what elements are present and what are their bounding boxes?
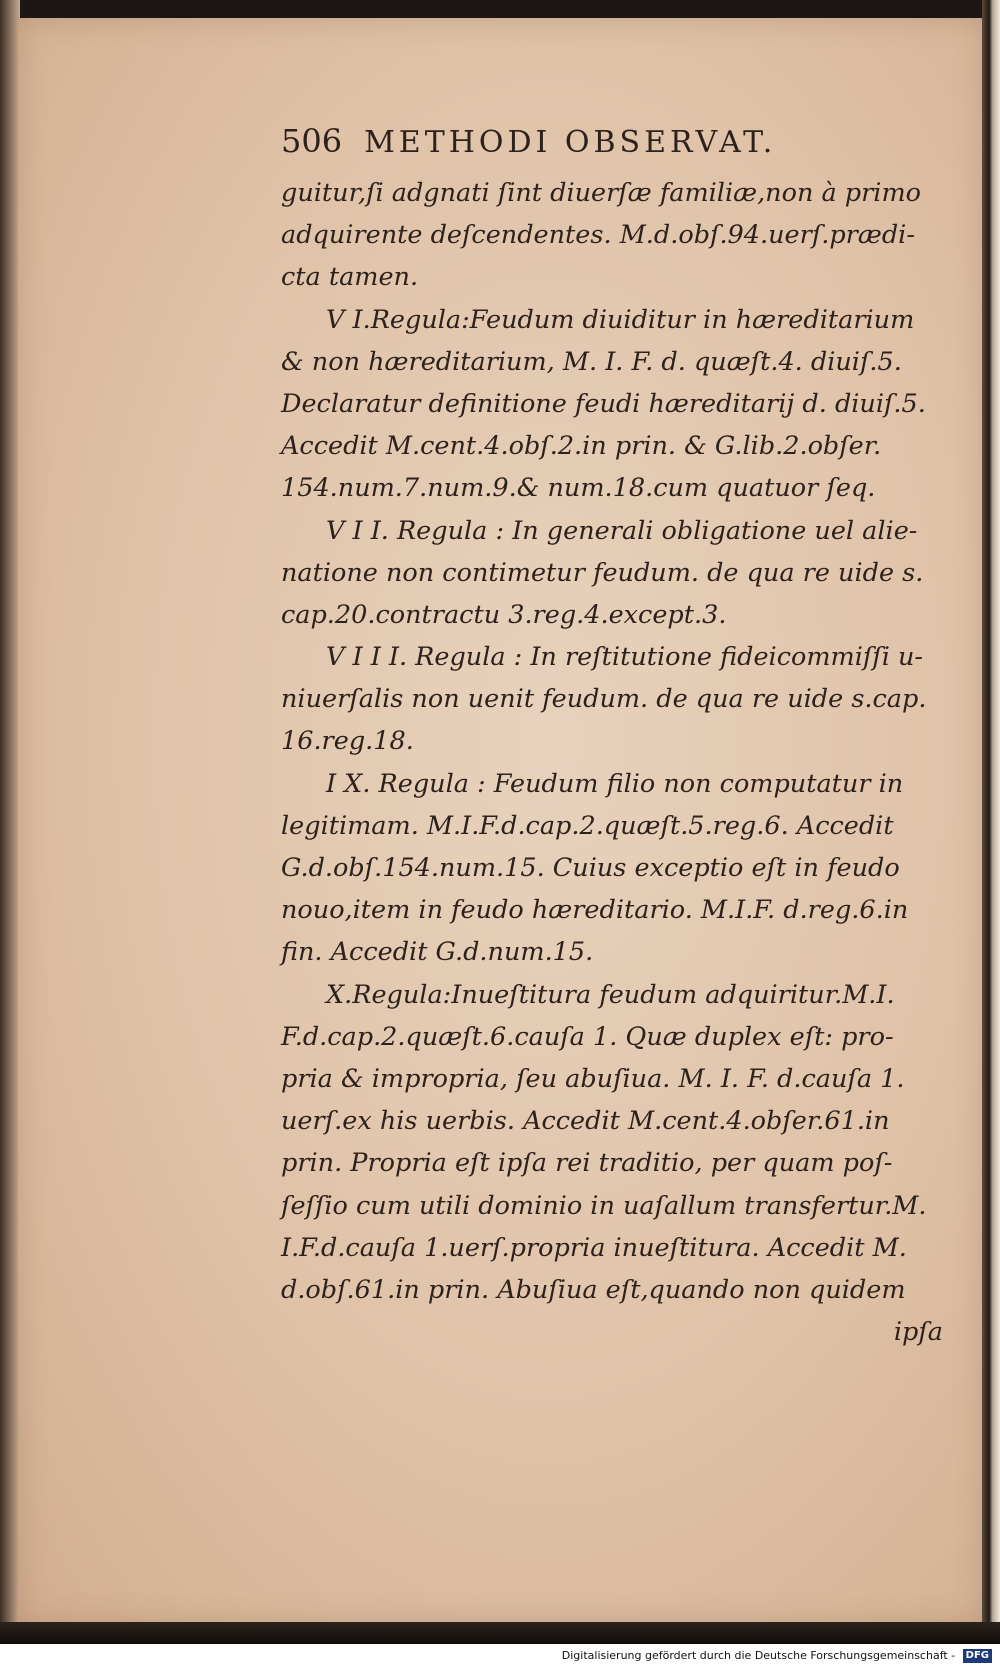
- text-line: prin. Propria eſt ipſa rei traditio, per quam poſ-: [281, 1148, 893, 1179]
- text-line: guitur,ſi adgnati ſint diuerſæ familiæ,non à primo: [281, 178, 921, 208]
- text-line: adquirente deſcendentes. M.d.obſ.94.uerſ.prædi-: [281, 220, 915, 251]
- running-head: [281, 122, 951, 172]
- page-text-block: [281, 122, 951, 1353]
- text-line: 154.num.7.num.9.& num.18.cum quatuor ſeq.: [281, 473, 876, 504]
- credit-text: Digitalisierung gefördert durch die Deutsche Forschungsgemeinschaft -: [561, 1649, 956, 1662]
- text-line: V I.Regula:Feudum diuiditur in hæreditarium: [326, 304, 915, 335]
- text-line: I.F.d.cauſa 1.uerſ.propria inueſtitura. Accedit M.: [281, 1232, 907, 1263]
- scan-bottom-edge: [0, 1622, 1000, 1644]
- text-line: legitimam. M.I.F.d.cap.2.quæſt.5.reg.6. Accedit: [281, 810, 894, 841]
- text-line: G.d.obſ.154.num.15. Cuius exceptio eſt in feudo: [281, 853, 900, 883]
- text-line: F.d.cap.2.quæſt.6.cauſa 1. Quæ duplex eſt: pro-: [281, 1021, 894, 1052]
- text-line: X.Regula:Inueſtitura feudum adquiritur.M.I.: [326, 979, 895, 1010]
- text-line: Accedit M.cent.4.obſ.2.in prin. & G.lib.2.obſer.: [281, 431, 882, 462]
- text-line: cap.20.contractu 3.reg.4.except.3.: [281, 599, 727, 630]
- catchword: ipſa: [893, 1317, 943, 1348]
- text-line: d.obſ.61.in prin. Abuſiua eſt,quando non quidem: [281, 1274, 906, 1305]
- text-line: V I I I. Regula : In reſtitutione fideicommiſſi u-: [326, 642, 924, 673]
- digitization-credit: [0, 1646, 992, 1666]
- text-line: uerſ.ex his uerbis. Accedit M.cent.4.obſer.61.in: [281, 1106, 890, 1137]
- running-title: METHODI OBSERVAT.: [364, 125, 777, 160]
- text-line: pria & impropria, ſeu abuſiua. M. I. F. d.cauſa 1.: [281, 1063, 905, 1094]
- text-line: fin. Accedit G.d.num.15.: [281, 937, 594, 968]
- text-line: 16.reg.18.: [281, 726, 414, 757]
- book-fore-edge: [982, 0, 1000, 1640]
- text-line: & non hæreditarium, M. I. F. d. quæſt.4. diuiſ.5.: [281, 346, 902, 377]
- dfg-logo: DFG: [963, 1649, 992, 1663]
- text-line: I X. Regula : Feudum filio non computatur in: [326, 768, 904, 799]
- text-line: ſeſſio cum utili dominio in uaſallum transfertur.M.: [281, 1190, 927, 1221]
- text-line: cta tamen.: [281, 262, 419, 293]
- book-gutter: [0, 0, 20, 1640]
- text-line: natione non contimetur feudum. de qua re uide s.: [281, 557, 924, 588]
- text-line: Declaratur definitione feudi hæreditarij d. diuiſ.5.: [281, 388, 926, 419]
- page-number: 506: [281, 122, 343, 160]
- text-line: nouo,item in feudo hæreditario. M.I.F. d.reg.6.in: [281, 895, 909, 926]
- text-line: V I I. Regula : In generali obligatione uel alie-: [326, 515, 918, 546]
- text-line: niuerſalis non uenit feudum. de qua re uide s.cap.: [281, 684, 927, 715]
